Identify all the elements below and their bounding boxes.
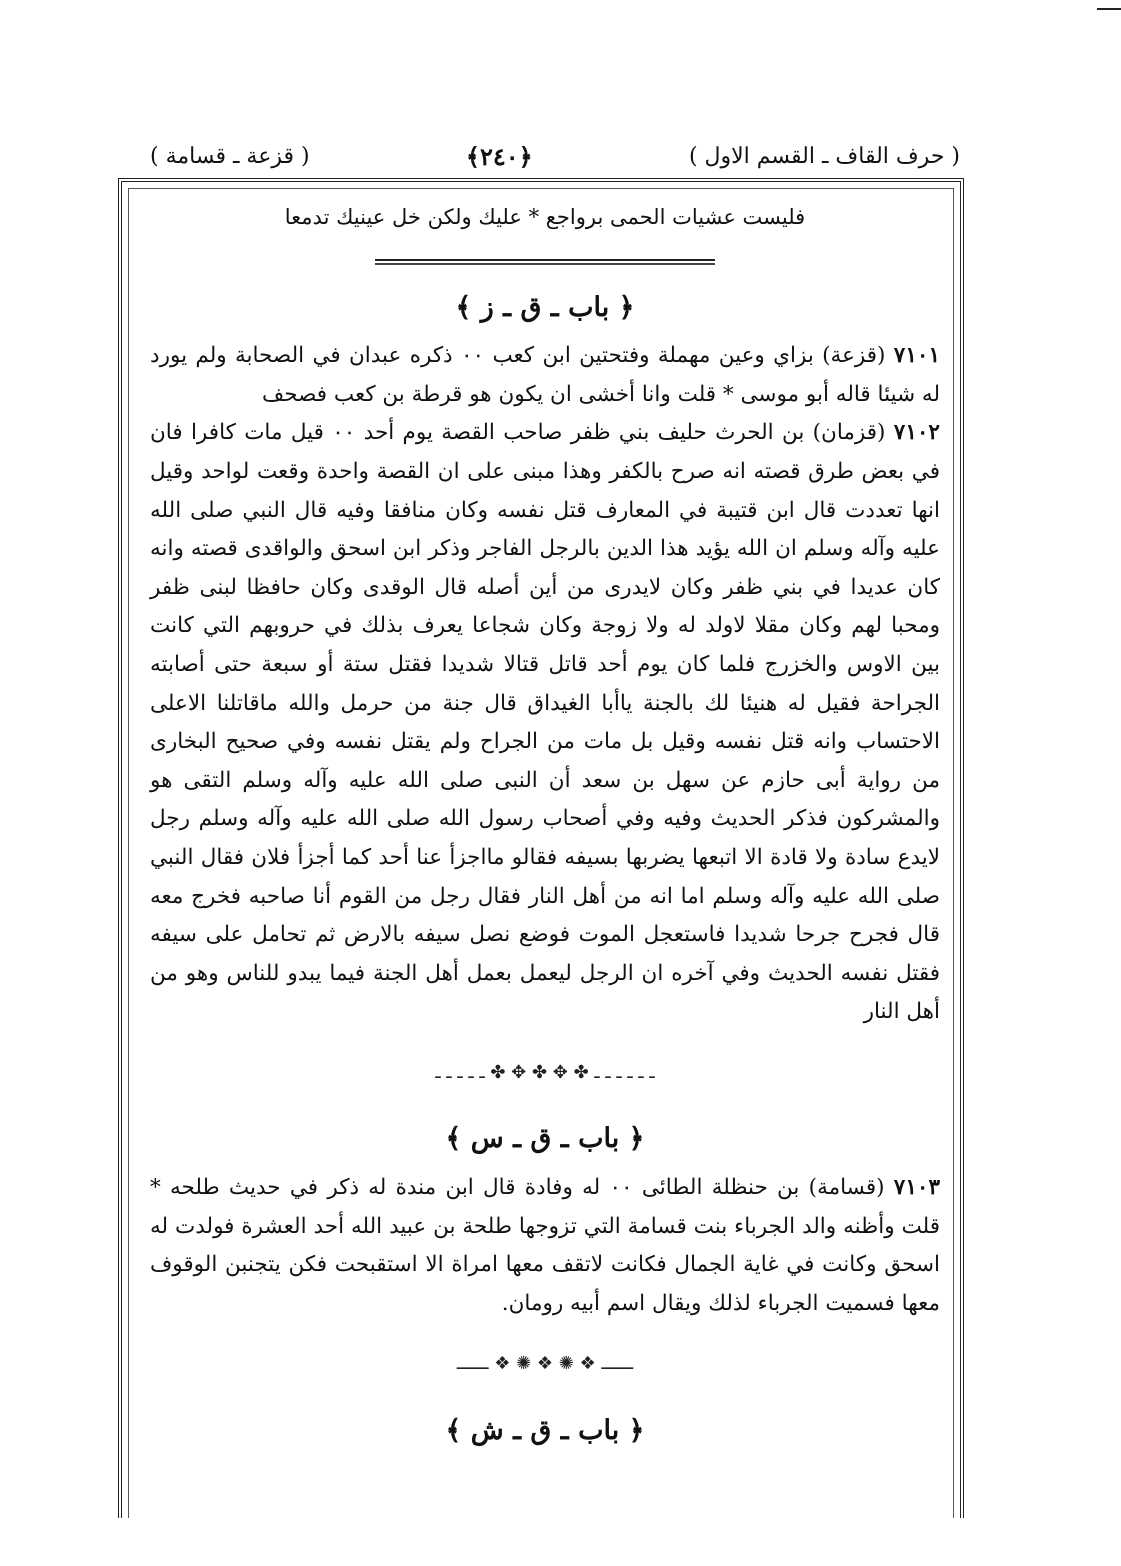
entry-number: ٧١٠١ — [893, 343, 940, 369]
corner-mark — [1097, 8, 1121, 10]
header-entries: ( قزعة ـ قسامة ) — [150, 143, 310, 169]
entry-7103 — [150, 1169, 940, 1323]
header-chapter: ( حرف القاف ـ القسم الاول ) — [688, 143, 960, 169]
section-heading-qs: ﴿ باب ـ ق ـ س ﴾ — [445, 1123, 645, 1155]
poem-verse: فليست عشيات الحمى برواجع * عليك ولكن خل عينيك تدمعا — [284, 205, 806, 229]
entry-text: (قسامة) بن حنظلة الطائى ٠٠ له وفادة قال ابن مندة له ذكر في حديث طلحه * قلت وأظنه والد الجرباء بنت قسامة التي تزوجها طلحة بن عبيد الله أحد العشرة فولدت له اسحق وكانت في غاية الجمال فكانت لاتقف معها امراة الا استقبحت فكن يتجنبن الوقوف معها فسميت الجرباء لذلك ويقال اسم أبيه رومان. — [150, 1175, 940, 1316]
entry-number: ٧١٠٢ — [893, 420, 940, 446]
running-head — [150, 136, 960, 176]
entry-7102 — [150, 414, 940, 1032]
divider-rule — [375, 259, 715, 261]
entry-text: (قزمان) بن الحرث حليف بني ظفر صاحب القصة يوم أحد ٠٠ قيل مات كافرا فان في بعض طرق قصته انه صرح بالكفر وهذا مبنى على ان القصة واحدة وقعت لواحد وقيل انها تعددت قال ابن قتيبة في المعارف قتل نفسه وكان منافقا وفيه قال النبي صلى الله عليه وآله وسلم ان الله يؤيد هذا الدين بالرجل الفاجر وذكر ابن اسحق والواقدى قصته وانه كان عديدا في بني ظفر وكان لايدرى من أين أصله قال الوقدى وكان حافظا لبنى ظفر ومحبا لهم وكان مقلا لاولد له ولا زوجة وكان شجاعا يعرف بذلك في حروبهم التي كانت بين الاوس والخزرج فلما كان يوم أحد قاتل قتالا شديدا فقتل ستة أو سبعة حتى أصابته الجراحة فقيل له هنيئا لك بالجنة ياأبا الغيداق قال جنة من حرمل والله ماقاتلنا الاعلى الاحتساب وانه قتل نفسه وقيل بل مات من الجراح ولم يقتل نفسه وفي صحيح البخارى من رواية أبى حازم عن سهل بن سعد أن النبى صلى الله عليه وآله وسلم التقى هو والمشركون فذكر الحديث وفيه وفي أصحاب رسول الله صلى الله عليه وآله وسلم رجل لايدع سادة ولا قادة الا اتبعها يضربها بسيفه فقالو مااجزأ عنا أحد كما أجزأ فلان فقال النبي صلى الله عليه وآله وسلم اما انه من أهل النار فقال رجل من القوم أنا صاحبه فخرج معه قال فجرح جرحا شديدا فاستعجل الموت فوضع نصل سيفه بالارض ثم تحامل على سيفه فقتل نفسه الحديث وفي آخره ان الرجل ليعمل بعمل أهل الجنة فيما يبدو للناس وهو من أهل النار — [150, 420, 940, 1025]
entry-7101 — [150, 337, 940, 414]
entry-number: ٧١٠٣ — [893, 1175, 940, 1201]
entry-text: (قزعة) بزاي وعين مهملة وفتحتين ابن كعب ٠٠ ذكره عبدان في الصحابة ولم يورد له شيئا قاله أبو موسى * قلت وانا أخشى ان يكون هو قرطة بن كعب فصحف — [150, 343, 940, 407]
section-heading-qsh: ﴿ باب ـ ق ـ ش ﴾ — [445, 1415, 645, 1447]
page-number: ﴿٢٤٠﴾ — [465, 141, 533, 171]
ornament-divider: ـ ـ ـ ـ ـ ـ ✤ ✥ ✤ ✥ ✤ ـ ـ ـ ـ ـ — [435, 1061, 655, 1083]
page-body — [150, 188, 940, 1461]
ornament-divider: ــــــ ❖ ✺ ❖ ✺ ❖ ــــــ — [456, 1353, 634, 1375]
section-heading-qz: ﴿ باب ـ ق ـ ز ﴾ — [455, 291, 635, 323]
